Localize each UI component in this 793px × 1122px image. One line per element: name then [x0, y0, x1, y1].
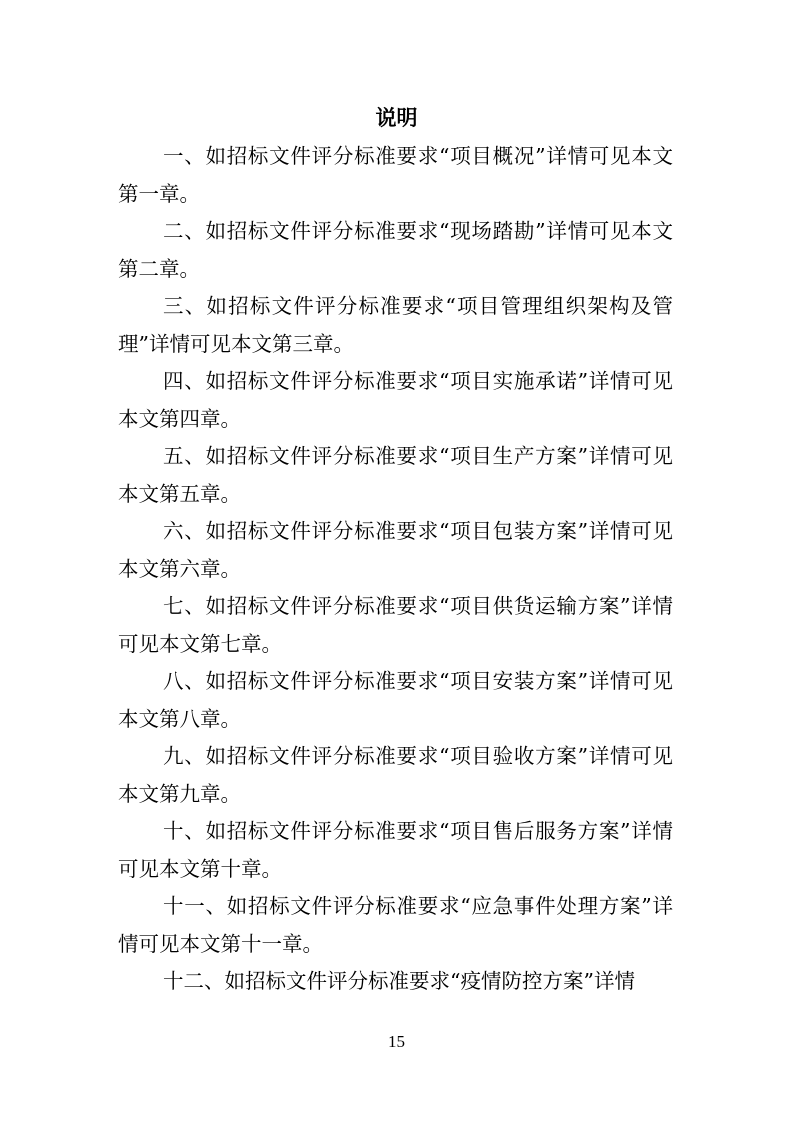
paragraph-10: 十、如招标文件评分标准要求“项目售后服务方案”详情可见本文第十章。	[118, 819, 673, 881]
paragraph-2: 二、如招标文件评分标准要求“现场踏勘”详情可见本文第二章。	[118, 219, 673, 281]
document-body	[118, 138, 673, 1001]
page-title: 说明	[375, 105, 418, 130]
page-number: 15	[388, 1032, 405, 1051]
paragraph-7: 七、如招标文件评分标准要求“项目供货运输方案”详情可见本文第七章。	[118, 594, 673, 656]
paragraph-11: 十一、如招标文件评分标准要求“应急事件处理方案”详情可见本文第十一章。	[118, 894, 673, 956]
paragraph-8: 八、如招标文件评分标准要求“项目安装方案”详情可见本文第八章。	[118, 669, 673, 731]
paragraph-6: 六、如招标文件评分标准要求“项目包装方案”详情可见本文第六章。	[118, 519, 673, 581]
paragraph-12: 十二、如招标文件评分标准要求“疫情防控方案”详情	[163, 969, 635, 993]
paragraph-9: 九、如招标文件评分标准要求“项目验收方案”详情可见本文第九章。	[118, 744, 673, 806]
paragraph-1: 一、如招标文件评分标准要求“项目概况”详情可见本文第一章。	[118, 144, 673, 206]
paragraph-5: 五、如招标文件评分标准要求“项目生产方案”详情可见本文第五章。	[118, 444, 673, 506]
paragraph-3: 三、如招标文件评分标准要求“项目管理组织架构及管理”详情可见本文第三章。	[118, 294, 673, 356]
paragraph-4: 四、如招标文件评分标准要求“项目实施承诺”详情可见本文第四章。	[118, 369, 673, 431]
